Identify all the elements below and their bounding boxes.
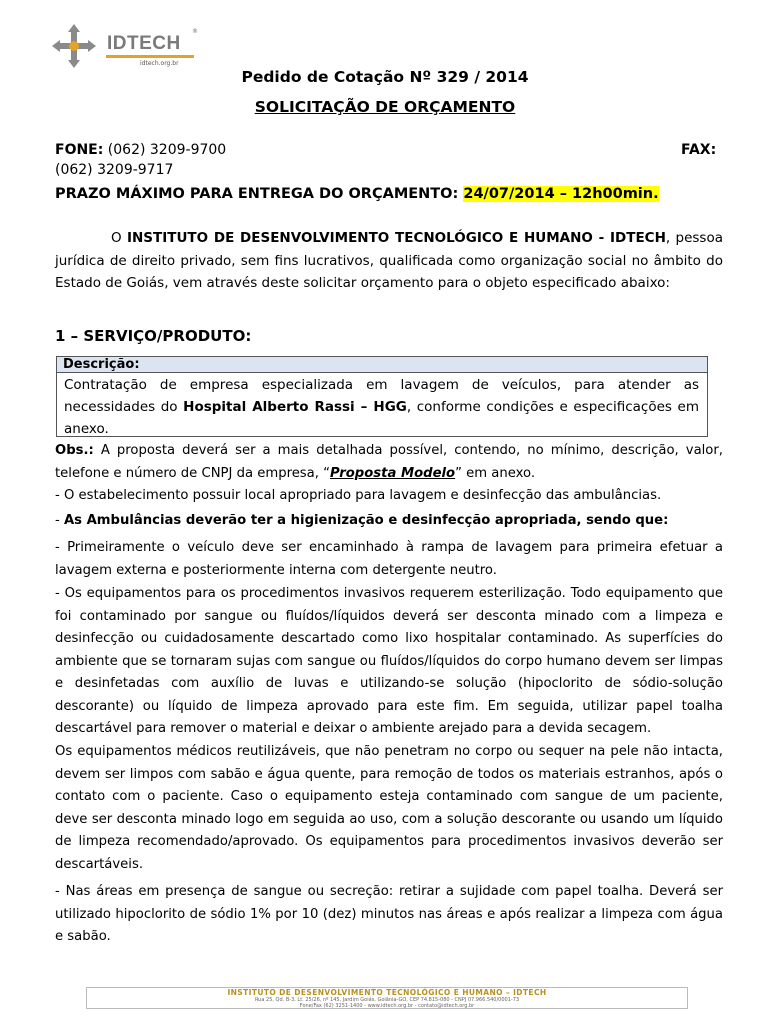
logo-site: idtech.org.br	[140, 60, 179, 67]
footer-org: INSTITUTO DE DESENVOLVIMENTO TECNOLÓGICO E HUMANO – IDTECH	[227, 988, 547, 997]
description-text-1: Contratação de empresa especializada em lavagem de veículos, para atender as necessidades do	[64, 377, 699, 415]
paragraph-2-prefix: -	[55, 513, 64, 528]
description-box	[56, 356, 708, 437]
logo-wordmark: IDTECH	[107, 33, 181, 54]
intro-paragraph	[55, 227, 723, 295]
paragraph-4: - Os equipamentos para os procedimentos invasivos requerem esterilização. Todo equipamento que foi contaminado por sangue ou fluídos/líquidos deverá ser desconta minado com a limpeza e desinfecção ou cuidadosamente descartado como lixo hospitalar contaminado. As superfícies do ambiente que se tornaram sujas com sangue ou fluídos/líquidos do corpo humano devem ser limpas e desinfetadas com auxílio de luvas e utilizando-se solução (hipoclorito de sódio-solução descorante) ou líquido de limpeza aprovado para este fim. Em seguida, utilizar papel toalha descartável para remover o material e deixar o ambiente arejado para a devida secagem.	[55, 586, 723, 736]
proposal-model: Proposta Modelo	[329, 465, 456, 481]
section-title: 1 – SERVIÇO/PRODUTO:	[55, 327, 252, 345]
phone-line	[55, 142, 226, 158]
fax-value: (062) 3209-9717	[55, 162, 174, 178]
paragraph-3: - Primeiramente o veículo deve ser encaminhado à rampa de lavagem para primeira efetuar a lavagem externa e posteriormente interna com detergente neutro.	[55, 540, 723, 578]
intro-rest: , pessoa jurídica de direito privado, sem fins lucrativos, qualificada como organização social no âmbito do Estado de Goiás, vem através deste solicitar orçamento para o objeto especificado abaixo:	[55, 230, 723, 291]
paragraph-2	[55, 510, 723, 533]
intro-prefix: O	[111, 230, 127, 246]
cross-arrows-icon	[52, 24, 96, 68]
page-title: Pedido de Cotação Nº 329 / 2014	[241, 68, 529, 86]
phone-value: (062) 3209-9700	[103, 142, 227, 158]
description-text	[57, 373, 707, 440]
deadline-label: PRAZO MÁXIMO PARA ENTREGA DO ORÇAMENTO:	[55, 186, 464, 202]
logo-accent-bar	[106, 55, 194, 58]
hospital-name: Hospital Alberto Rassi – HGG	[183, 399, 407, 415]
obs-paragraph	[55, 440, 723, 485]
footer-address: Rua 25, Qd. B-3, Lt. 25/26, nº 145, Jardim Goiás, Goiânia-GO, CEP 74.815-080 - CNPJ 07.966.540/0001-73	[254, 997, 520, 1003]
obs-label: Obs.:	[55, 443, 94, 458]
fax-label: FAX:	[681, 142, 717, 158]
description-label: Descrição:	[57, 357, 707, 373]
deadline-line	[55, 186, 659, 202]
paragraph-1: - O estabelecimento possuir local apropriado para lavagem e desinfecção das ambulâncias.	[55, 488, 662, 503]
obs-text-1: A proposta deverá ser a mais detalhada possível, contendo, no mínimo, descrição, valor, telefone e número de CNPJ da empresa, “	[55, 443, 723, 481]
footer-contact: Fone/Fax (62) 3251-1400 - www.idtech.org.br - contato@idtech.org.br	[299, 1003, 475, 1009]
page-footer	[86, 987, 688, 1009]
paragraph-6: - Nas áreas em presença de sangue ou secreção: retirar a sujidade com papel toalha. Deverá ser utilizado hipoclorito de sódio 1% por 10 (dez) minutos nas áreas e após realizar a limpeza com água e sabão.	[55, 884, 723, 944]
description-text-2: , conforme condições e especificações em anexo.	[64, 399, 699, 437]
paragraph-2-bold: As Ambulâncias deverão ter a higienização e desinfecção apropriada, sendo que:	[63, 513, 669, 528]
phone-label: FONE:	[55, 142, 104, 158]
registered-mark: ®	[192, 28, 198, 35]
deadline-value: 24/07/2014 – 12h00min.	[463, 186, 659, 202]
paragraph-5: Os equipamentos médicos reutilizáveis, que não penetram no corpo ou sequer na pele não intacta, devem ser limpos com sabão e água quente, para remoção de todos os materiais estranhos, após o contato com o paciente. Caso o equipamento esteja contaminado com sangue de um paciente, deve ser desconta minado logo em seguida ao uso, com a solução descorante ou usando um líquido de limpeza recomendado/aprovado. Os equipamentos para procedimentos invasivos deverão ser descartáveis.	[55, 744, 723, 872]
idtech-logo	[52, 24, 200, 68]
obs-text-2: ” em anexo.	[455, 465, 536, 481]
intro-org: INSTITUTO DE DESENVOLVIMENTO TECNOLÓGICO E HUMANO - IDTECH	[126, 230, 666, 246]
page-subtitle: SOLICITAÇÃO DE ORÇAMENTO	[254, 98, 516, 116]
